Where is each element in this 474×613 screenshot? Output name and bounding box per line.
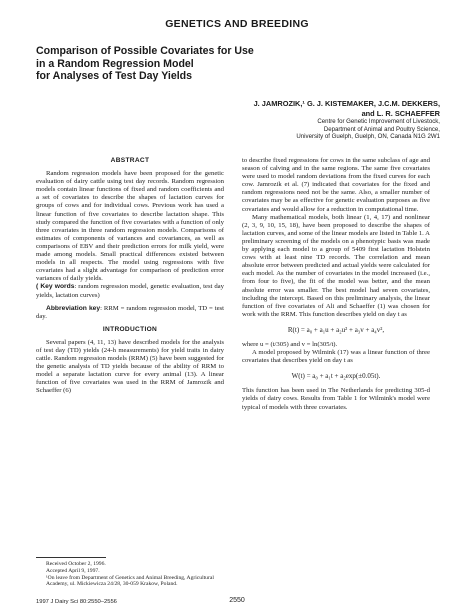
paragraph: A model proposed by Wilmink (17) was a linear function of three covariates that describes yield on day t as — [242, 349, 430, 365]
footnote-rule — [36, 557, 106, 558]
abbreviation-key — [36, 305, 224, 321]
authors-line: J. JAMROZIK,¹ G. J. KISTEMAKER, J.C.M. DEKKERS, — [253, 99, 440, 108]
introduction-heading: INTRODUCTION — [102, 325, 158, 333]
title-line: in a Random Regression Model — [36, 57, 194, 70]
footnotes — [36, 557, 224, 588]
affiliation-line: Centre for Genetic Improvement of Livestock, — [317, 118, 440, 125]
journal-citation: 1997 J Dairy Sci 80:2550–2556 — [36, 599, 117, 605]
abbreviation-text: : RRM = random regression model, TD = test day. — [36, 304, 224, 320]
paragraph: Many mathematical models, both linear (1, 4, 17) and nonlinear (2, 3, 9, 10, 15, 18), have been proposed to describe the shapes of lactation curves, and some of the linear models are listed in Table 1. A preliminary screening of the models on a phenotypic basis was made by applying each model to a group of 5409 first lactation Holstein cows with at least nine TD records. The correlation and mean absolute error between predicted and actual yields were calculated for each model. As the number of covariates in the model increased (i.e., from four to five), the fit of the model was better, and the mean absolute error was smaller. The best model had seven covariates, including the intercept. Based on this preliminary analysis, the linear function of five covariates of Ali and Schaeffer (1) was chosen for work with the RRM. This function describes yield on day t as — [242, 213, 430, 318]
footnote-leave: ¹On leave from Department of Genetics and Animal Breeding, Agricultural Academy, ul. Mickiewicza 24/28, 30-059 Krakow, Poland. — [46, 574, 214, 588]
abstract-text: Random regression models have been proposed for the genetic evaluation of dairy cattle using test day records. Random regression models contain linear functions of fixed and random coefficients and a set of covariates to describe the shapes of lactation curves for groups of cows and for individual cows. Previous work has used a linear function of five covariates to describe lactation shape. This study compared the function of five covariates with a function of only three covariates in three random regression models. Comparisons of estimates of components of variances and covariances, as well as comparisons of EBV and their prediction errors for milk yield, were made among models. Small practical differences existed between models in all respects. The model using regressions with five covariates had a slight advantage for comparison of prediction error variances of daily yields. — [36, 170, 224, 283]
keywords-text: : random regression model, genetic evaluation, test day yields, lactation curves) — [36, 283, 224, 299]
title-line: for Analyses of Test Day Yields — [36, 70, 193, 82]
keywords-label: ( Key words — [36, 283, 75, 291]
affiliation-line: University of Guelph, Guelph, ON, Canada N1G 2W1 — [296, 133, 440, 141]
introduction-text: Several papers (4, 11, 13) have described models for the analysis of test day (TD) yields (24-h measurements) for yield traits in dairy cattle. Random regression models (RRM) (5) have been suggested for the genetic analysis of TD yields because of the ability of RRM to model a separate lactation curve for every animal (13). A linear function of five covariates was used in the RRM of Jamrozik and Schaeffer (6) — [36, 338, 224, 395]
footnote-received: Received October 2, 1996. — [46, 561, 106, 567]
footnote-accepted: Accepted April 9, 1997. — [46, 567, 100, 574]
equation-r: R(t) = a₀ + a₁u + a₂u² + a₃v + a₄v², — [287, 325, 385, 334]
authors-line: and L. R. SCHAEFFER — [361, 108, 440, 118]
paragraph: This function has been used in The Netherlands for predicting 305-d yields of dairy cows. Results from Table 1 for Wilmink's model were typical of models with three covariates. — [242, 387, 430, 411]
journal-section-heading: GENETICS AND BREEDING — [165, 18, 309, 30]
abstract-heading: ABSTRACT — [110, 157, 150, 164]
abbreviation-label: Abbreviation key — [46, 304, 101, 312]
page-number: 2550 — [229, 597, 245, 604]
affiliation — [140, 118, 440, 141]
author-list — [140, 99, 440, 118]
keywords — [36, 283, 224, 299]
title-line: Comparison of Possible Covariates for Use — [36, 45, 254, 57]
equation-w: W(t) = a₀ + a₁t + a₂exp(±0.05t). — [291, 372, 381, 381]
right-column — [242, 157, 430, 412]
equation-definition: where u = (t/305) and v = ln(305/t). — [242, 340, 338, 348]
paragraph: to describe fixed regressions for cows in the same subclass of age and season of calving and in the same regions. The same five covariates were used to model random deviations from the fixed curves for each cow. Jamrozik et al. (7) indicated that covariates for the fixed and random regressions need not be the same. Also, a smaller number of covariates may be as effective for genetic evaluation purposes as five covariates and would allow for a reduction in computational time. — [242, 157, 430, 213]
article-title — [36, 45, 336, 83]
affiliation-line: Department of Animal and Poultry Science, — [323, 125, 440, 133]
left-column — [36, 157, 224, 396]
